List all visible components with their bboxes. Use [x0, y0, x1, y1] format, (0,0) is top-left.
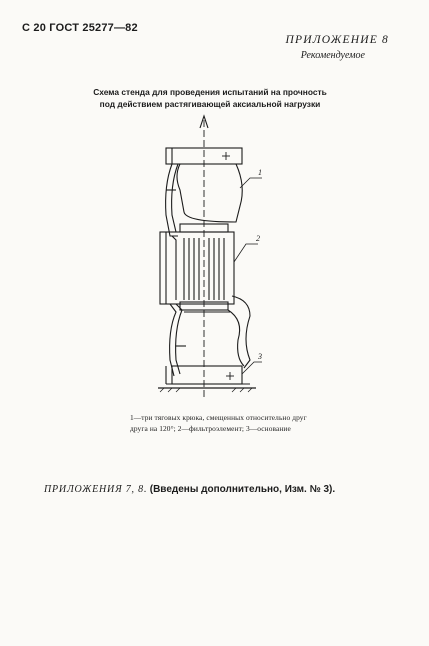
amendment-note: [44, 484, 335, 495]
appendix-title: ПРИЛОЖЕНИЕ 8: [285, 34, 389, 46]
figure-caption: [130, 412, 350, 434]
callout-3: 3: [258, 352, 262, 361]
leader-line-2: [234, 244, 258, 262]
caption-line-2: друга на 120°; 2—фильтроэлемент; 3—основание: [130, 424, 291, 433]
amendment-text: (Введены дополнительно, Изм. № 3).: [149, 484, 336, 495]
figure-title-line-1: Схема стенда для проведения испытаний на прочность: [93, 87, 327, 97]
callout-1: 1: [258, 168, 262, 177]
document-code: С 20 ГОСТ 25277—82: [22, 22, 138, 34]
leader-line-1: [240, 178, 262, 188]
callout-2: 2: [256, 234, 260, 243]
appendix-subtitle: Рекомендуемое: [300, 50, 365, 61]
filter-element: [160, 224, 234, 310]
appendix-reference: ПРИЛОЖЕНИЯ 7, 8.: [44, 484, 148, 495]
leader-line-3: [242, 362, 262, 374]
caption-line-1: 1—три тяговых крюка, смещенных относительно друг: [130, 413, 307, 422]
lower-hook-unit: [170, 296, 250, 376]
figure-title-line-2: под действием растягивающей аксиальной нагрузки: [99, 99, 321, 109]
